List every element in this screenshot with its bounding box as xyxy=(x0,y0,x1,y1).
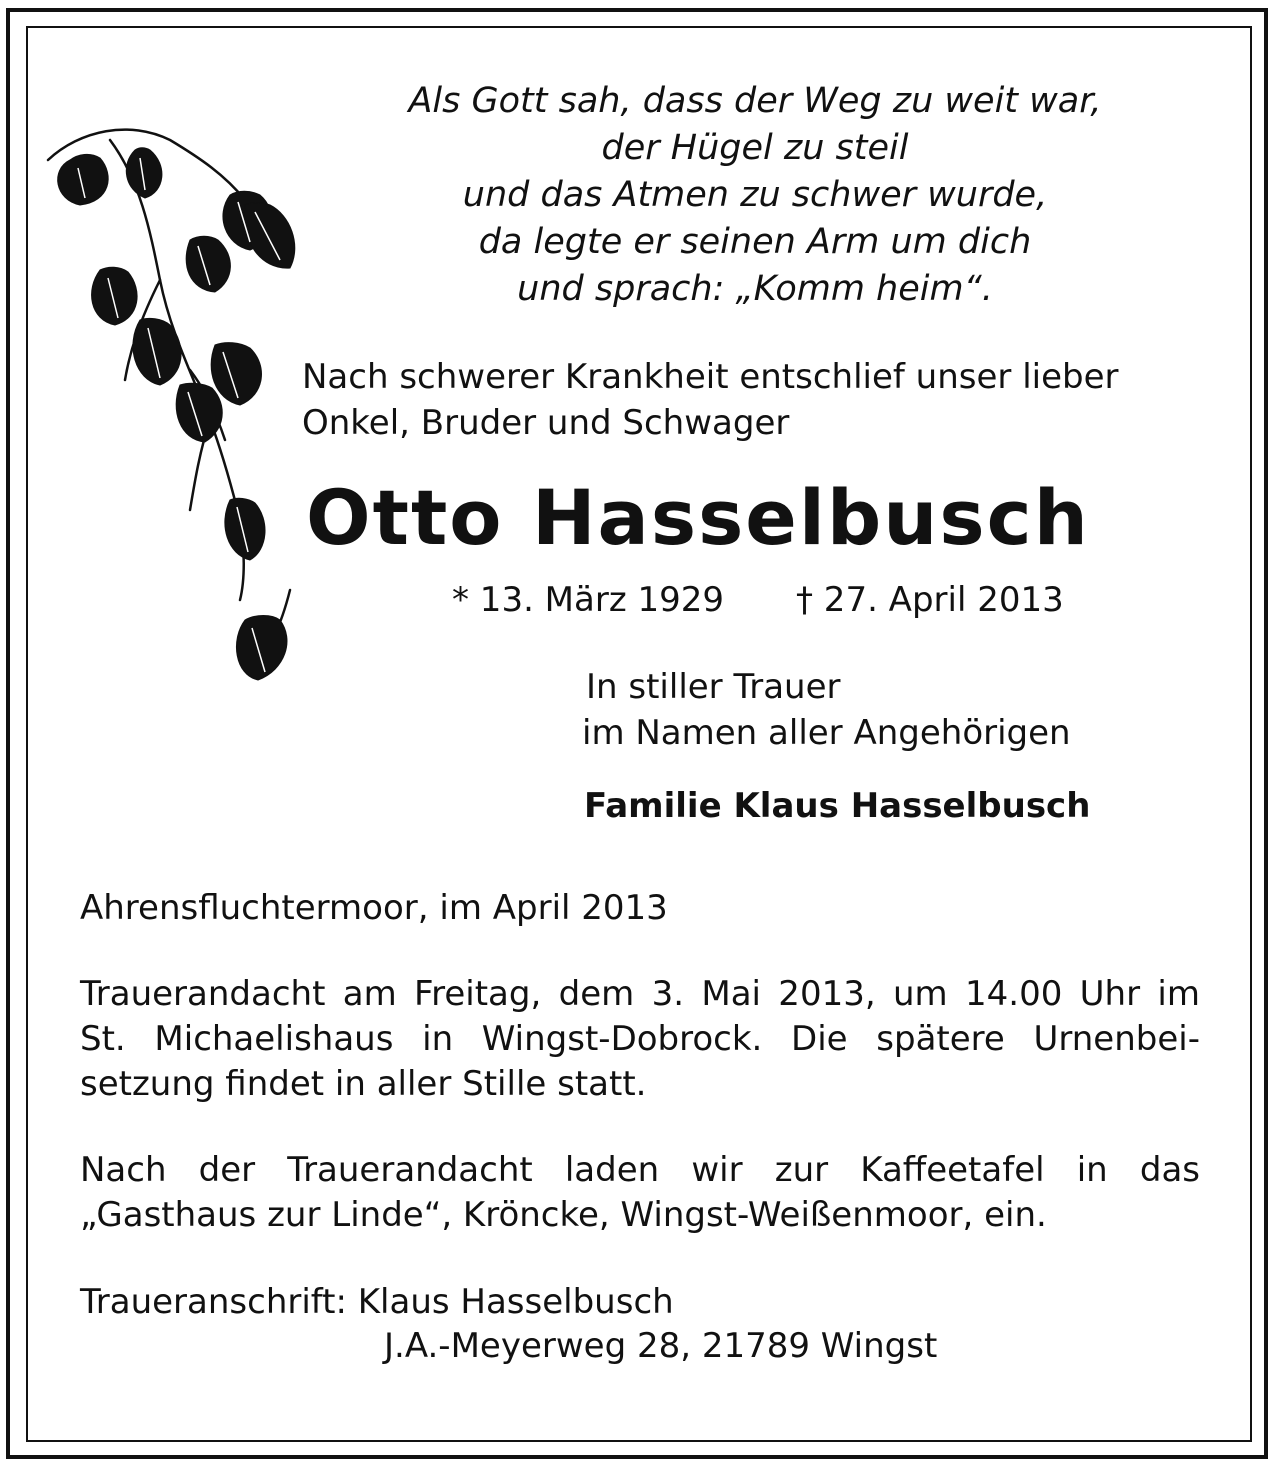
mourning-line: im Namen aller Angehörigen xyxy=(582,713,1071,753)
poem xyxy=(380,78,1130,313)
poem-line: und sprach: „Komm heim“. xyxy=(517,269,993,309)
mourning-address xyxy=(80,1280,937,1368)
address-line: J.A.-Meyerweg 28, 21789 Wingst xyxy=(384,1326,938,1366)
service-line: St. Michaelishaus in Wingst-Dobrock. Die spätere Urnenbei- xyxy=(80,1019,1200,1059)
place-date: Ahrensfluchtermoor, im April 2013 xyxy=(80,888,668,928)
birth-date: * 13. März 1929 xyxy=(452,580,725,620)
announcement-line: Nach schwerer Krankheit entschlief unser lieber xyxy=(302,357,1119,397)
service-line: Trauerandacht am Freitag, dem 3. Mai 2013, um 14.00 Uhr im xyxy=(80,974,1200,1014)
death-date: † 27. April 2013 xyxy=(796,580,1064,620)
birch-branch-icon xyxy=(40,120,310,700)
address-line: Traueranschrift: Klaus Hasselbusch xyxy=(80,1282,674,1322)
poem-line: der Hügel zu steil xyxy=(601,128,909,168)
family-signature: Familie Klaus Hasselbusch xyxy=(584,786,1091,826)
death-announcement xyxy=(302,354,1118,446)
deceased-name: Otto Hasselbusch xyxy=(306,473,1090,562)
poem-line: und das Atmen zu schwer wurde, xyxy=(462,175,1048,215)
mourning-note xyxy=(582,664,1071,756)
mourning-line: In stiller Trauer xyxy=(586,667,841,707)
poem-line: Als Gott sah, dass der Weg zu weit war, xyxy=(408,81,1102,121)
coffee-line: „Gasthaus zur Linde“, Kröncke, Wingst-Weißenmoor, ein. xyxy=(80,1195,1047,1235)
service-line: setzung findet in aller Stille statt. xyxy=(80,1064,647,1104)
announcement-line: Onkel, Bruder und Schwager xyxy=(302,403,790,443)
coffee-line: Nach der Trauerandacht laden wir zur Kaffeetafel in das xyxy=(80,1150,1200,1190)
service-info xyxy=(80,972,1200,1107)
coffee-invitation xyxy=(80,1148,1200,1238)
poem-line: da legte er seinen Arm um dich xyxy=(478,222,1032,262)
